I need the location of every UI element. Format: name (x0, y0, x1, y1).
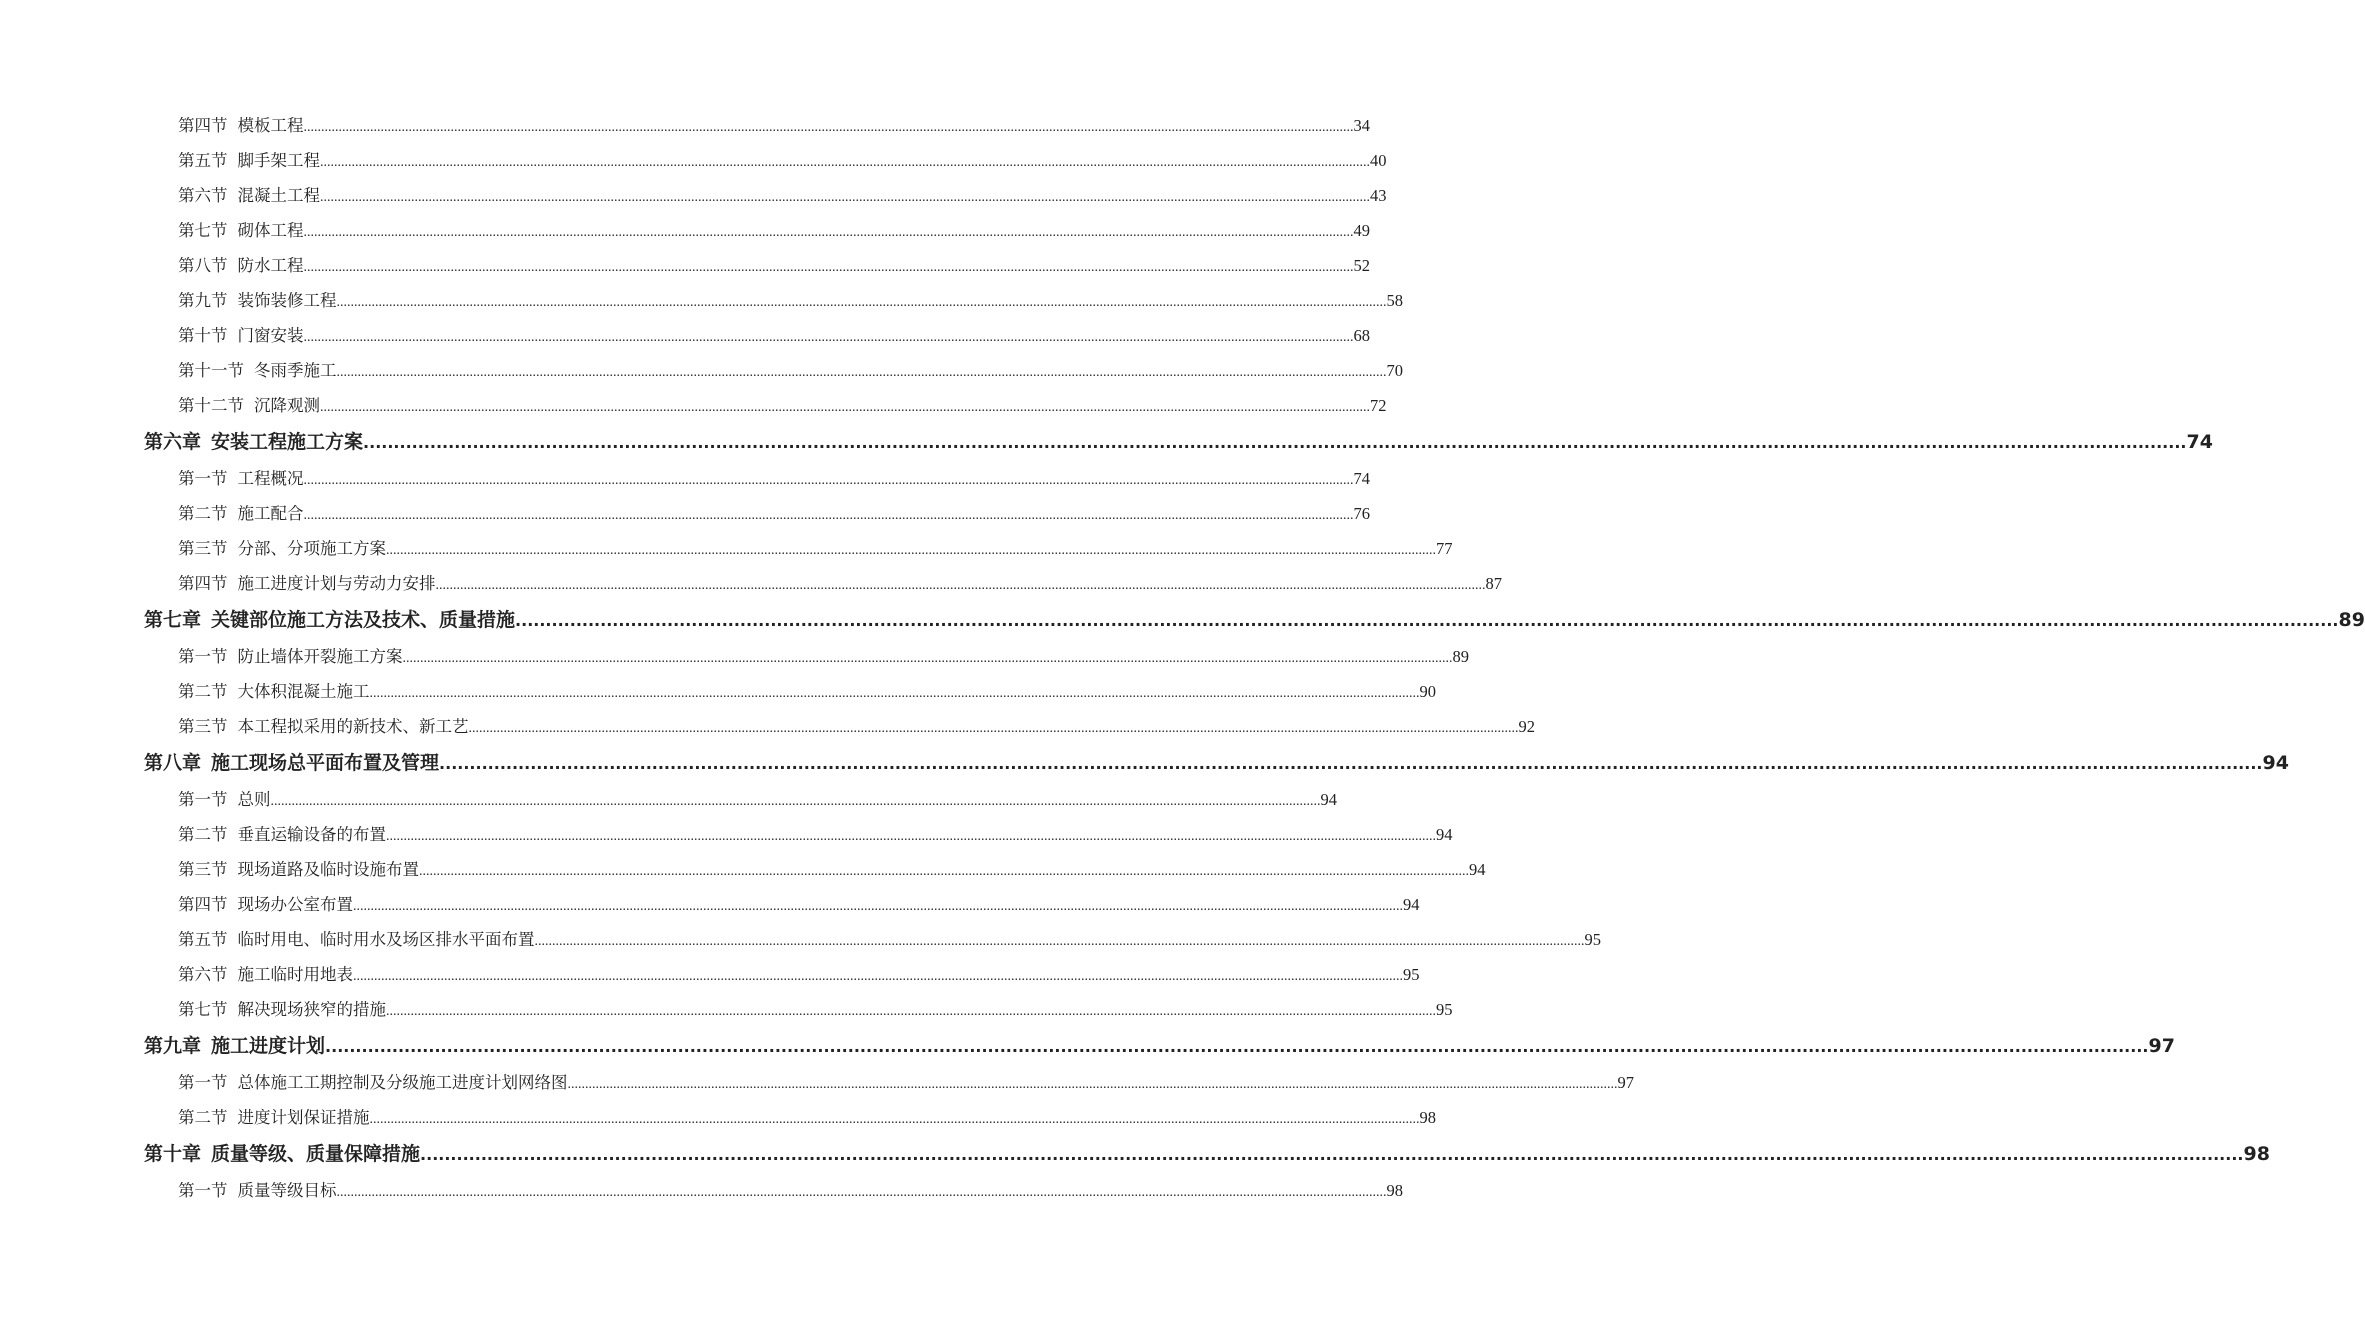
table-of-contents (0, 108, 2365, 1208)
toc-entry-number: 第七节 (178, 1000, 228, 1019)
toc-page-number: 95 (1403, 965, 1420, 984)
toc-section-entry[interactable] (0, 887, 1420, 922)
toc-chapter-entry[interactable] (0, 423, 2213, 461)
toc-entry-label (144, 423, 363, 461)
toc-page-number: 70 (1386, 361, 1403, 380)
toc-section-entry[interactable] (0, 674, 1436, 709)
toc-entry-number: 第一节 (178, 1181, 228, 1200)
toc-entry-number: 第六节 (178, 186, 228, 205)
toc-entry-title: 施工配合 (237, 504, 304, 523)
toc-section-entry[interactable] (0, 353, 1403, 388)
toc-entry-label (178, 817, 386, 852)
toc-entry-title: 防水工程 (237, 256, 304, 275)
toc-entry-number: 第二节 (178, 1108, 228, 1127)
toc-section-entry[interactable] (0, 1173, 1403, 1208)
toc-dot-leader: ............................................................................................................................................................................................................................................................................................................ (303, 225, 1354, 240)
toc-entry-label (178, 178, 320, 213)
toc-entry-number: 第四节 (178, 574, 228, 593)
toc-section-entry[interactable] (0, 782, 1337, 817)
toc-entry-label (178, 709, 469, 744)
toc-entry-label (178, 674, 370, 709)
toc-section-entry[interactable] (0, 108, 1370, 143)
toc-page-number: 76 (1353, 504, 1370, 523)
toc-section-entry[interactable] (0, 639, 1469, 674)
toc-page-number: 98 (1419, 1108, 1436, 1127)
toc-page-number: 94 (1436, 825, 1453, 844)
toc-page-number: 34 (1353, 116, 1370, 135)
toc-dot-leader: ............................................................................................................................................................................................................................................................................................................ (353, 969, 1403, 984)
toc-entry-number: 第六章 (144, 431, 202, 453)
toc-entry-title: 大体积混凝土施工 (237, 682, 370, 701)
toc-entry-title: 分部、分项施工方案 (237, 539, 386, 558)
toc-page-number: 72 (1370, 396, 1387, 415)
toc-entry-title: 进度计划保证措施 (237, 1108, 370, 1127)
toc-entry-number: 第一节 (178, 1073, 228, 1092)
toc-entry-label (178, 566, 436, 601)
toc-dot-leader: ............................................................................................................................................................................................................................................................................................................ (534, 934, 1585, 949)
toc-entry-title: 冬雨季施工 (254, 361, 337, 380)
toc-dot-leader: ............................................................................................................................................................................................................................................................................................................ (303, 508, 1354, 523)
toc-entry-label (178, 782, 271, 817)
toc-page-number: 49 (1353, 221, 1370, 240)
toc-entry-number: 第五节 (178, 930, 228, 949)
toc-entry-title: 现场道路及临时设施布置 (237, 860, 419, 879)
toc-dot-leader: ............................................................................................................................................................................................................................................................................................................ (402, 651, 1453, 666)
toc-dot-leader: ............................................................................................................................................................................................................................................................................................................ (386, 543, 1436, 558)
toc-entry-number: 第七节 (178, 221, 228, 240)
toc-page-number: 87 (1485, 574, 1502, 593)
toc-page-number: 89 (2338, 609, 2365, 631)
toc-entry-number: 第一节 (178, 647, 228, 666)
toc-entry-number: 第十一节 (178, 361, 244, 380)
toc-page-number: 43 (1370, 186, 1387, 205)
toc-page-number: 97 (2148, 1035, 2175, 1057)
toc-entry-title: 混凝土工程 (237, 186, 320, 205)
toc-page-number: 68 (1353, 326, 1370, 345)
toc-page-number: 58 (1386, 291, 1403, 310)
toc-section-entry[interactable] (0, 922, 1601, 957)
toc-dot-leader: ............................................................................................................................................................................................................................................................................................................ (303, 260, 1354, 275)
toc-section-entry[interactable] (0, 318, 1370, 353)
toc-entry-title: 质量等级目标 (237, 1181, 337, 1200)
toc-page-number: 98 (1386, 1181, 1403, 1200)
toc-page-number: 52 (1353, 256, 1370, 275)
toc-entry-number: 第三节 (178, 717, 228, 736)
toc-page-number: 74 (1353, 469, 1370, 488)
toc-dot-leader: ............................................................................................................................................................................................................................................................................................................ (270, 794, 1321, 809)
toc-entry-number: 第十章 (144, 1143, 202, 1165)
toc-dot-leader: ............................................................................................................................................................................................................................................................................................................ (439, 754, 2263, 773)
toc-dot-leader: ............................................................................................................................................................................................................................................................................................................ (567, 1077, 1618, 1092)
toc-entry-number: 第十二节 (178, 396, 244, 415)
toc-dot-leader: ............................................................................................................................................................................................................................................................................................................ (468, 721, 1519, 736)
toc-entry-title: 门窗安装 (237, 326, 304, 345)
toc-page-number: 97 (1617, 1073, 1634, 1092)
toc-entry-label (178, 957, 353, 992)
toc-dot-leader: ............................................................................................................................................................................................................................................................................................................ (303, 120, 1354, 135)
toc-entry-label (178, 1100, 370, 1135)
toc-entry-title: 施工现场总平面布置及管理 (211, 752, 440, 774)
toc-section-entry[interactable] (0, 388, 1387, 423)
toc-entry-label (178, 1173, 337, 1208)
toc-chapter-entry[interactable] (0, 1027, 2175, 1065)
toc-section-entry[interactable] (0, 709, 1535, 744)
toc-entry-number: 第六节 (178, 965, 228, 984)
toc-entry-title: 脚手架工程 (237, 151, 320, 170)
toc-entry-title: 防止墙体开裂施工方案 (237, 647, 403, 666)
toc-entry-title: 模板工程 (237, 116, 304, 135)
toc-entry-number: 第十节 (178, 326, 228, 345)
toc-section-entry[interactable] (0, 143, 1387, 178)
toc-entry-title: 总则 (237, 790, 271, 809)
toc-entry-title: 本工程拟采用的新技术、新工艺 (237, 717, 469, 736)
toc-dot-leader: ............................................................................................................................................................................................................................................................................................................ (515, 611, 2339, 630)
toc-entry-title: 施工临时用地表 (237, 965, 353, 984)
toc-page-number: 95 (1436, 1000, 1453, 1019)
toc-entry-title: 临时用电、临时用水及场区排水平面布置 (237, 930, 535, 949)
toc-entry-label (178, 248, 304, 283)
toc-dot-leader: ............................................................................................................................................................................................................................................................................................................ (325, 1037, 2149, 1056)
toc-entry-label (178, 852, 419, 887)
toc-entry-title: 总体施工工期控制及分级施工进度计划网络图 (237, 1073, 568, 1092)
toc-entry-number: 第三节 (178, 539, 228, 558)
toc-section-entry[interactable] (0, 531, 1453, 566)
toc-dot-leader: ............................................................................................................................................................................................................................................................................................................ (420, 1145, 2244, 1164)
toc-dot-leader: ............................................................................................................................................................................................................................................................................................................ (336, 1185, 1387, 1200)
toc-entry-title: 安装工程施工方案 (211, 431, 364, 453)
toc-page-number: 95 (1584, 930, 1601, 949)
toc-dot-leader: ............................................................................................................................................................................................................................................................................................................ (363, 433, 2187, 452)
toc-entry-label (178, 496, 304, 531)
toc-page-number: 90 (1419, 682, 1436, 701)
toc-entry-number: 第二节 (178, 504, 228, 523)
toc-entry-title: 施工进度计划与劳动力安排 (237, 574, 436, 593)
toc-dot-leader: ............................................................................................................................................................................................................................................................................................................ (369, 1112, 1420, 1127)
toc-entry-title: 砌体工程 (237, 221, 304, 240)
toc-entry-label (178, 143, 320, 178)
toc-section-entry[interactable] (0, 1065, 1634, 1100)
toc-page-number: 94 (1469, 860, 1486, 879)
toc-entry-title: 垂直运输设备的布置 (237, 825, 386, 844)
toc-section-entry[interactable] (0, 178, 1387, 213)
toc-entry-number: 第三节 (178, 860, 228, 879)
toc-dot-leader: ............................................................................................................................................................................................................................................................................................................ (320, 155, 1370, 170)
toc-entry-label (178, 639, 403, 674)
toc-entry-title: 工程概况 (237, 469, 304, 488)
toc-dot-leader: ............................................................................................................................................................................................................................................................................................................ (336, 295, 1387, 310)
toc-entry-label (144, 1135, 420, 1173)
toc-dot-leader: ............................................................................................................................................................................................................................................................................................................ (303, 473, 1354, 488)
toc-page-number: 74 (2186, 431, 2213, 453)
toc-entry-label (178, 887, 353, 922)
toc-section-entry[interactable] (0, 1100, 1436, 1135)
toc-page-number: 89 (1452, 647, 1469, 666)
toc-entry-label (178, 388, 320, 423)
toc-entry-number: 第二节 (178, 682, 228, 701)
toc-dot-leader: ............................................................................................................................................................................................................................................................................................................ (320, 400, 1370, 415)
toc-page-number: 94 (1403, 895, 1420, 914)
toc-dot-leader: ............................................................................................................................................................................................................................................................................................................ (419, 864, 1469, 879)
toc-entry-label (178, 108, 304, 143)
toc-section-entry[interactable] (0, 852, 1486, 887)
toc-page-number: 94 (1320, 790, 1337, 809)
toc-section-entry[interactable] (0, 957, 1420, 992)
toc-entry-label (178, 318, 304, 353)
toc-entry-label (178, 213, 304, 248)
toc-dot-leader: ............................................................................................................................................................................................................................................................................................................ (353, 899, 1403, 914)
toc-page-number: 40 (1370, 151, 1387, 170)
toc-entry-number: 第九节 (178, 291, 228, 310)
toc-entry-number: 第八章 (144, 752, 202, 774)
toc-page-number: 92 (1518, 717, 1535, 736)
toc-section-entry[interactable] (0, 496, 1370, 531)
toc-entry-label (144, 744, 439, 782)
toc-dot-leader: ............................................................................................................................................................................................................................................................................................................ (303, 330, 1354, 345)
toc-entry-label (178, 992, 386, 1027)
toc-chapter-entry[interactable] (0, 744, 2289, 782)
toc-dot-leader: ............................................................................................................................................................................................................................................................................................................ (320, 190, 1370, 205)
toc-section-entry[interactable] (0, 213, 1370, 248)
toc-section-entry[interactable] (0, 566, 1502, 601)
toc-entry-label (144, 1027, 325, 1065)
toc-entry-label (178, 353, 337, 388)
toc-dot-leader: ............................................................................................................................................................................................................................................................................................................ (386, 1004, 1436, 1019)
toc-entry-number: 第二节 (178, 825, 228, 844)
toc-chapter-entry[interactable] (0, 601, 2365, 639)
toc-entry-title: 解决现场狭窄的措施 (237, 1000, 386, 1019)
toc-entry-number: 第四节 (178, 895, 228, 914)
toc-page-number: 77 (1436, 539, 1453, 558)
toc-dot-leader: ............................................................................................................................................................................................................................................................................................................ (369, 686, 1420, 701)
toc-entry-number: 第四节 (178, 116, 228, 135)
toc-chapter-entry[interactable] (0, 1135, 2270, 1173)
toc-entry-number: 第七章 (144, 609, 202, 631)
toc-entry-label (178, 1065, 568, 1100)
toc-entry-number: 第五节 (178, 151, 228, 170)
toc-page-number: 94 (2262, 752, 2289, 774)
toc-entry-label (178, 283, 337, 318)
toc-entry-label (178, 922, 535, 957)
toc-entry-title: 施工进度计划 (211, 1035, 326, 1057)
toc-entry-label (178, 531, 386, 566)
toc-dot-leader: ............................................................................................................................................................................................................................................................................................................ (386, 829, 1436, 844)
toc-entry-title: 沉降观测 (254, 396, 320, 415)
toc-section-entry[interactable] (0, 992, 1453, 1027)
toc-entry-label (144, 601, 515, 639)
toc-entry-title: 现场办公室布置 (237, 895, 353, 914)
toc-entry-title: 关键部位施工方法及技术、质量措施 (211, 609, 516, 631)
toc-entry-label (178, 461, 304, 496)
toc-section-entry[interactable] (0, 461, 1370, 496)
toc-entry-number: 第九章 (144, 1035, 202, 1057)
toc-entry-title: 质量等级、质量保障措施 (211, 1143, 421, 1165)
toc-entry-number: 第一节 (178, 790, 228, 809)
toc-page-number: 98 (2243, 1143, 2270, 1165)
toc-dot-leader: ............................................................................................................................................................................................................................................................................................................ (336, 365, 1387, 380)
toc-dot-leader: ............................................................................................................................................................................................................................................................................................................ (435, 578, 1486, 593)
toc-entry-number: 第一节 (178, 469, 228, 488)
toc-section-entry[interactable] (0, 817, 1453, 852)
toc-entry-title: 装饰装修工程 (237, 291, 337, 310)
toc-entry-number: 第八节 (178, 256, 228, 275)
toc-section-entry[interactable] (0, 248, 1370, 283)
toc-section-entry[interactable] (0, 283, 1403, 318)
